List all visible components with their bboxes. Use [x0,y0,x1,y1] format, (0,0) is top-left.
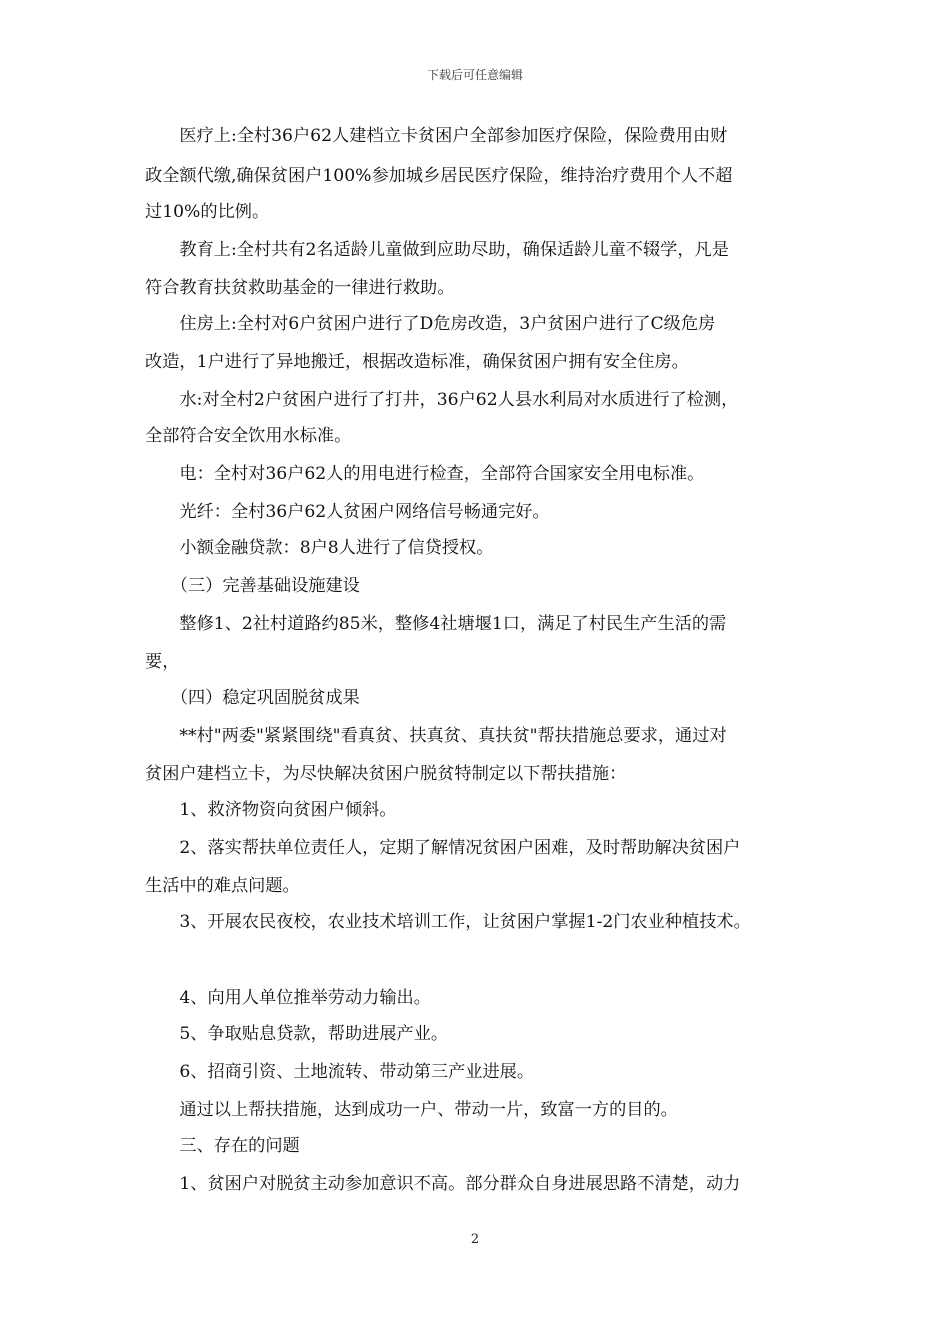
text-line: 3、开展农民夜校，农业技术培训工作，让贫困户掌握1-2门农业种植技术。 [145,912,751,932]
text-line: 要， [145,652,180,672]
text-line: 政全额代缴,确保贫困户100%参加城乡居民医疗保险，维持治疗费用个人不超 [145,166,733,186]
text-line: 电：全村对36户62人的用电进行检查，全部符合国家安全用电标准。 [145,464,705,484]
text-line: 贫困户建档立卡，为尽快解决贫困户脱贫特制定以下帮扶措施： [145,764,627,784]
text-line: 6、招商引资、土地流转、带动第三产业进展。 [145,1062,535,1082]
text-line: 医疗上:全村36户62人建档立卡贫困户全部参加医疗保险，保险费用由财 [145,126,728,146]
text-line: 教育上:全村共有2名适龄儿童做到应助尽助，确保适龄儿童不辍学，凡是 [145,240,729,260]
text-line: 通过以上帮扶措施，达到成功一户、带动一片，致富一方的目的。 [145,1100,678,1120]
text-line: 2、落实帮扶单位责任人，定期了解情况贫困户困难，及时帮助解决贫困户 [145,838,741,858]
text-line: 改造，1户进行了异地搬迁，根据改造标准，确保贫困户拥有安全住房。 [145,352,689,372]
text-line: 生活中的难点问题。 [145,876,300,896]
text-line: 5、争取贴息贷款，帮助进展产业。 [145,1024,449,1044]
text-line: 1、贫困户对脱贫主动参加意识不高。部分群众自身进展思路不清楚，动力 [145,1174,741,1194]
section-heading: 三、存在的问题 [145,1136,300,1156]
section-heading: （三）完善基础设施建设 [145,576,360,596]
page-number: 2 [470,1232,480,1247]
text-line: 4、向用人单位推举劳动力输出。 [145,988,431,1008]
page-header: 下载后可任意编辑 [426,68,523,82]
text-line: 光纤：全村36户62人贫困户网络信号畅通完好。 [145,502,550,522]
text-line: 小额金融贷款：8户8人进行了信贷授权。 [145,538,494,558]
text-line: 全部符合安全饮用水标准。 [145,426,352,446]
text-line: 整修1、2社村道路约85米，整修4社塘堰1口，满足了村民生产生活的需 [145,614,727,634]
text-line: 住房上:全村对6户贫困户进行了D危房改造，3户贫困户进行了C级危房 [145,314,716,334]
text-line: 符合教育扶贫救助基金的一律进行救助。 [145,278,455,298]
text-line: **村"两委"紧紧围绕"看真贫、扶真贫、真扶贫"帮扶措施总要求，通过对 [145,726,727,746]
section-heading: （四）稳定巩固脱贫成果 [145,688,360,708]
text-line: 水:对全村2户贫困户进行了打井，36户62人县水利局对水质进行了检测， [145,390,739,410]
text-line: 过10%的比例。 [145,202,270,222]
text-line: 1、救济物资向贫困户倾斜。 [145,800,397,820]
